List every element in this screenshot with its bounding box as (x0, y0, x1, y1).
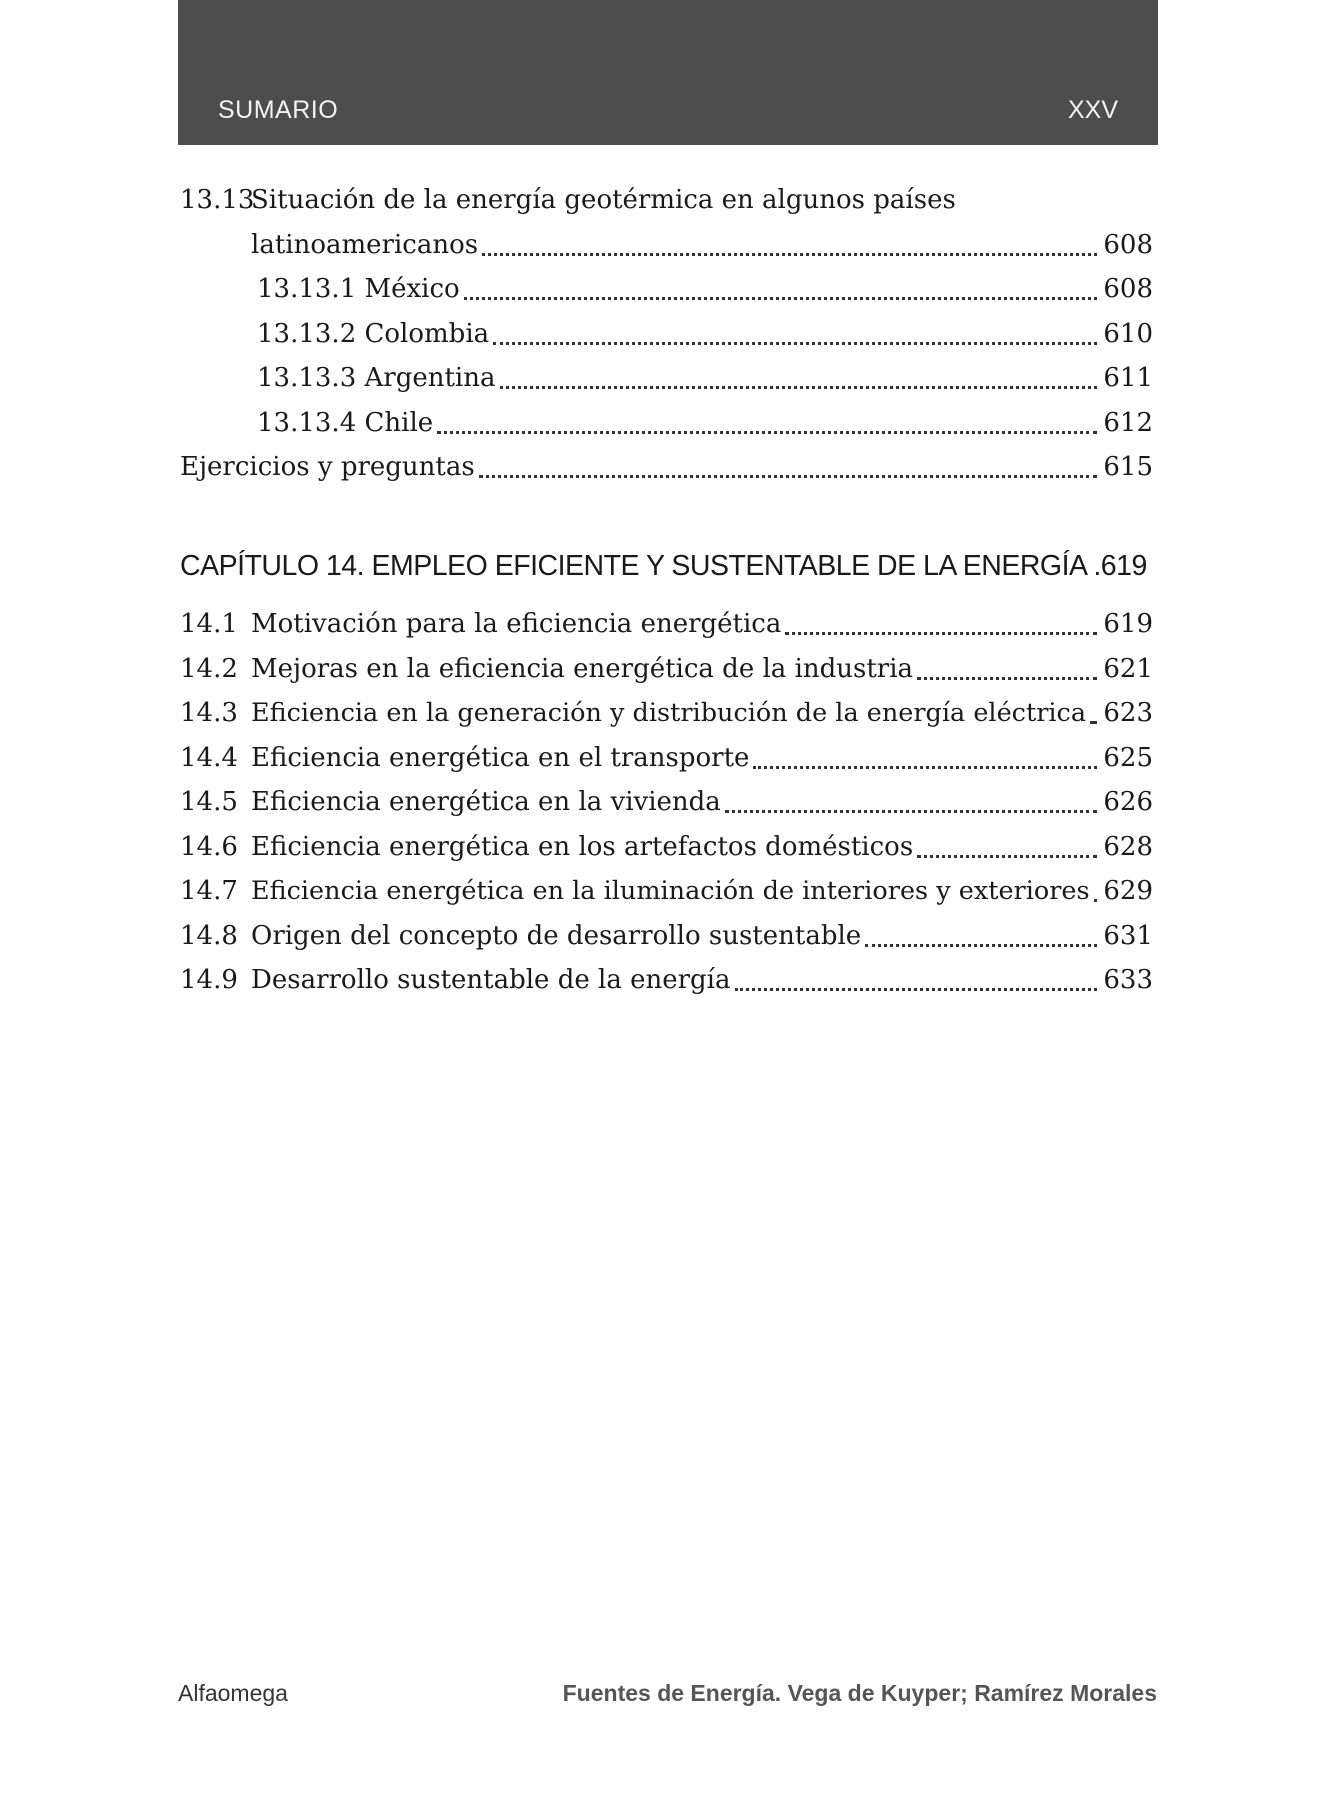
dot-leader (735, 988, 1097, 991)
toc-section-13 (180, 178, 1153, 490)
entry-title: Eficiencia energética en la vivienda (251, 787, 721, 817)
toc-chapter-14 (180, 602, 1153, 1003)
dot-leader (464, 297, 1097, 300)
running-header (178, 0, 1158, 145)
dot-leader (753, 766, 1097, 769)
entry-title: 13.13.3 Argentina (257, 363, 496, 393)
entry-title: Motivación para la eficiencia energética (251, 609, 782, 639)
entry-page: 615 (1103, 452, 1153, 482)
entry-number: 14.6 (180, 831, 238, 862)
toc-subentry[interactable] (180, 267, 1153, 312)
dot-leader (725, 810, 1097, 813)
entry-title: 13.13.1 México (257, 274, 460, 304)
entry-page: 612 (1103, 407, 1153, 438)
toc-entry[interactable] (180, 914, 1153, 959)
entry-page: 626 (1103, 787, 1153, 817)
entry-title: Eficiencia energética en la iluminación de interiores y exteriores (251, 876, 1090, 906)
toc-entry[interactable] (180, 445, 1153, 490)
toc-entry[interactable] (180, 780, 1153, 825)
toc-entry[interactable] (180, 223, 1153, 268)
entry-title: Eficiencia energética en el transporte (251, 742, 750, 773)
entry-number: 14.9 (180, 965, 238, 995)
section-name: SUMARIO (218, 96, 339, 124)
entry-page: 608 (1103, 229, 1153, 260)
entry-number: 14.1 (180, 609, 238, 639)
entry-title: Ejercicios y preguntas (180, 452, 475, 482)
toc-entry[interactable] (180, 602, 1153, 647)
dot-leader (493, 342, 1097, 345)
entry-page: 629 (1103, 876, 1153, 906)
entry-page: 608 (1103, 274, 1153, 304)
entry-title: Eficiencia en la generación y distribución de la energía eléctrica (251, 698, 1087, 728)
entry-page: 631 (1103, 920, 1153, 951)
dot-leader (500, 386, 1097, 389)
toc-entry[interactable] (180, 691, 1153, 736)
book-citation: Fuentes de Energía. Vega de Kuyper; Ramírez Morales (562, 1680, 1157, 1706)
entry-title: 13.13.2 Colombia (257, 318, 490, 349)
toc-entry[interactable] (180, 736, 1153, 781)
entry-page: 610 (1103, 318, 1153, 349)
chapter-heading[interactable]: CAPÍTULO 14. EMPLEO EFICIENTE Y SUSTENTABLE DE LA ENERGÍA .619 (180, 550, 1147, 582)
entry-page: 611 (1103, 363, 1153, 393)
dot-leader (437, 431, 1097, 434)
entry-number: 14.3 (180, 698, 238, 728)
entry-title: latinoamericanos (251, 229, 479, 260)
dot-leader (1090, 721, 1097, 724)
toc-subentry[interactable] (180, 312, 1153, 357)
entry-title: Mejoras en la eficiencia energética de la industria (251, 653, 914, 684)
entry-number: 14.5 (180, 787, 238, 817)
entry-number: 14.2 (180, 653, 238, 684)
entry-number: 14.8 (180, 920, 238, 951)
toc-entry[interactable] (180, 825, 1153, 870)
entry-page: 633 (1103, 965, 1153, 995)
entry-page: 623 (1103, 698, 1153, 728)
dot-leader (917, 855, 1097, 858)
toc-entry[interactable] (180, 958, 1153, 1003)
toc-subentry[interactable] (180, 356, 1153, 401)
entry-title: Origen del concepto de desarrollo sustentable (251, 920, 862, 951)
toc-entry[interactable] (180, 178, 1153, 223)
dot-leader (482, 253, 1097, 256)
toc-entry[interactable] (180, 647, 1153, 692)
entry-title: 13.13.4 Chile (257, 407, 434, 438)
dot-leader (865, 944, 1097, 947)
publisher-name: Alfaomega (178, 1680, 288, 1706)
entry-title: Situación de la energía geotérmica en algunos países (251, 185, 956, 215)
header-page-number: XXV (1067, 96, 1118, 124)
entry-number: 13.13 (180, 185, 255, 215)
dot-leader (479, 475, 1097, 478)
entry-number: 14.7 (180, 876, 238, 906)
entry-title: Eficiencia energética en los artefactos domésticos (251, 831, 914, 862)
entry-title: Desarrollo sustentable de la energía (251, 965, 731, 995)
toc-entry[interactable] (180, 869, 1153, 914)
dot-leader (1094, 899, 1097, 902)
entry-page: 619 (1103, 609, 1153, 639)
entry-page: 625 (1103, 742, 1153, 773)
dot-leader (785, 632, 1097, 635)
entry-page: 628 (1103, 831, 1153, 862)
entry-page: 621 (1103, 653, 1153, 684)
entry-number: 14.4 (180, 742, 238, 773)
toc-subentry[interactable] (180, 401, 1153, 446)
dot-leader (917, 677, 1097, 680)
